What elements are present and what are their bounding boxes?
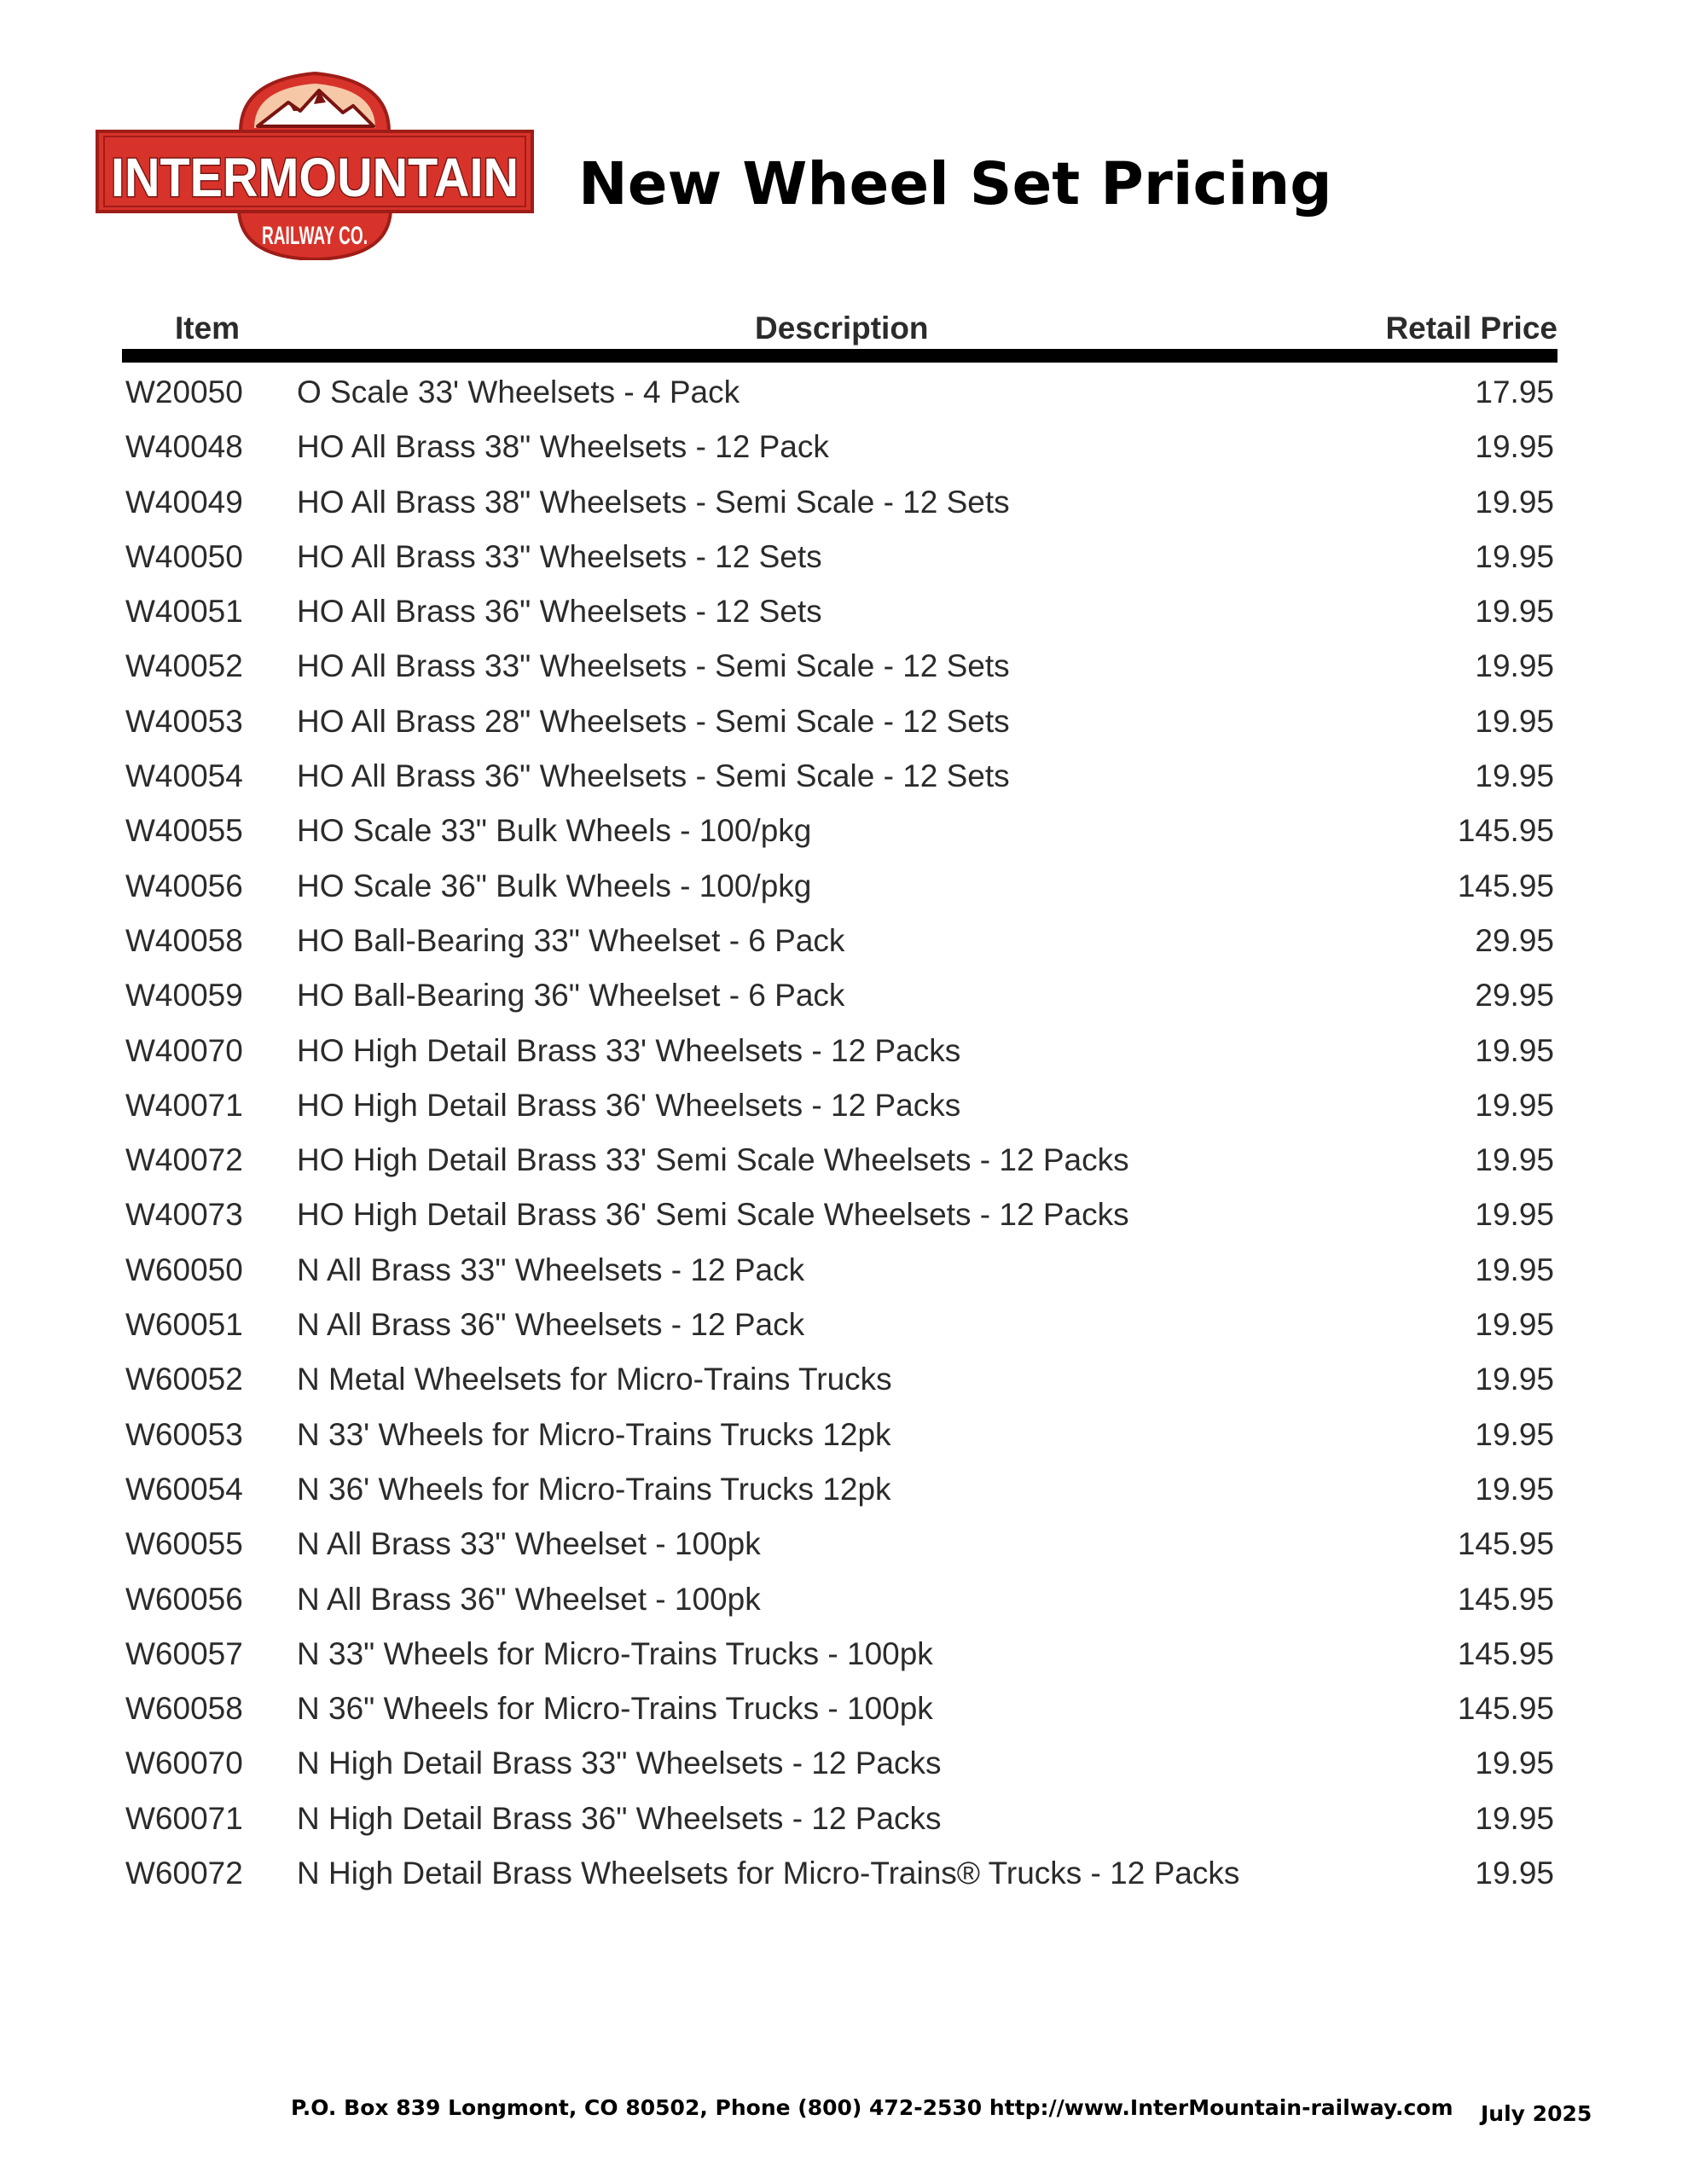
item-number: W40050 bbox=[125, 538, 243, 574]
item-description: HO All Brass 36" Wheelsets - Semi Scale - 12 Sets bbox=[297, 758, 1010, 794]
item-price: 145.95 bbox=[1457, 1635, 1554, 1671]
item-number: W40058 bbox=[125, 922, 243, 958]
item-description: N High Detail Brass 33" Wheelsets - 12 Packs bbox=[297, 1745, 942, 1781]
item-number: W20050 bbox=[125, 375, 243, 410]
item-number: W60056 bbox=[125, 1581, 243, 1617]
footer-date: July 2025 bbox=[1481, 2101, 1592, 2126]
item-description: N Metal Wheelsets for Micro-Trains Trucks bbox=[297, 1362, 892, 1397]
item-price: 19.95 bbox=[1475, 1800, 1554, 1836]
item-price: 29.95 bbox=[1475, 922, 1554, 958]
item-description: N All Brass 33" Wheelsets - 12 Pack bbox=[297, 1252, 805, 1287]
item-number: W40054 bbox=[125, 758, 243, 794]
item-description: HO All Brass 28" Wheelsets - Semi Scale - 12 Sets bbox=[297, 703, 1010, 739]
table-row bbox=[122, 1351, 1557, 1406]
item-description: N All Brass 36" Wheelset - 100pk bbox=[297, 1581, 761, 1617]
column-header-price: Retail Price bbox=[1385, 311, 1557, 346]
table-row bbox=[122, 1461, 1557, 1516]
table-row bbox=[122, 1132, 1557, 1187]
item-price: 19.95 bbox=[1475, 1307, 1554, 1343]
table-row bbox=[122, 913, 1557, 967]
table-header bbox=[122, 311, 1557, 346]
footer-address: P.O. Box 839 Longmont, CO 80502, Phone (800) 472-2530 http://www.InterMountain-railway.com bbox=[291, 2095, 1453, 2120]
item-number: W60071 bbox=[125, 1800, 243, 1836]
item-description: N 36" Wheels for Micro-Trains Trucks - 100pk bbox=[297, 1691, 933, 1727]
logo-sub-text: RAILWAY CO. bbox=[262, 222, 368, 250]
item-number: W60052 bbox=[125, 1362, 243, 1397]
item-number: W40073 bbox=[125, 1197, 243, 1233]
table-row bbox=[122, 419, 1557, 473]
item-price: 19.95 bbox=[1475, 1362, 1554, 1397]
item-price: 19.95 bbox=[1475, 758, 1554, 794]
item-number: W40052 bbox=[125, 648, 243, 684]
table-row bbox=[122, 1791, 1557, 1845]
item-number: W40071 bbox=[125, 1087, 243, 1123]
item-description: N 33" Wheels for Micro-Trains Trucks - 100pk bbox=[297, 1635, 933, 1671]
item-price: 19.95 bbox=[1475, 1416, 1554, 1452]
item-number: W40051 bbox=[125, 594, 243, 630]
item-price: 19.95 bbox=[1475, 429, 1554, 465]
item-price: 19.95 bbox=[1475, 1197, 1554, 1233]
item-description: HO All Brass 38" Wheelsets - Semi Scale - 12 Sets bbox=[297, 484, 1010, 520]
item-description: HO All Brass 33" Wheelsets - 12 Sets bbox=[297, 538, 822, 574]
table-row bbox=[122, 694, 1557, 748]
table-row bbox=[122, 1571, 1557, 1626]
item-price: 19.95 bbox=[1475, 1856, 1554, 1891]
table-row bbox=[122, 858, 1557, 913]
item-description: N High Detail Brass Wheelsets for Micro-Trains® Trucks - 12 Packs bbox=[297, 1856, 1240, 1891]
item-price: 19.95 bbox=[1475, 594, 1554, 630]
item-description: HO High Detail Brass 33' Wheelsets - 12 Packs bbox=[297, 1032, 961, 1068]
column-header-description: Description bbox=[755, 311, 929, 346]
item-description: HO High Detail Brass 33' Semi Scale Wheelsets - 12 Packs bbox=[297, 1142, 1129, 1178]
header-divider bbox=[122, 349, 1557, 363]
item-price: 145.95 bbox=[1457, 1581, 1554, 1617]
table-row bbox=[122, 364, 1557, 419]
item-price: 19.95 bbox=[1475, 1745, 1554, 1781]
item-description: N 36' Wheels for Micro-Trains Trucks 12pk bbox=[297, 1471, 891, 1507]
table-row bbox=[122, 1077, 1557, 1132]
item-description: HO Ball-Bearing 33" Wheelset - 6 Pack bbox=[297, 922, 845, 958]
item-price: 19.95 bbox=[1475, 1471, 1554, 1507]
item-description: HO All Brass 36" Wheelsets - 12 Sets bbox=[297, 594, 822, 630]
logo-brand-text: INTERMOUNTAIN bbox=[111, 147, 519, 208]
item-number: W40053 bbox=[125, 703, 243, 739]
table-row bbox=[122, 1242, 1557, 1297]
company-logo bbox=[96, 68, 534, 260]
column-header-item: Item bbox=[175, 311, 241, 346]
item-price: 19.95 bbox=[1475, 1032, 1554, 1068]
item-price: 19.95 bbox=[1475, 484, 1554, 520]
item-price: 145.95 bbox=[1457, 1526, 1554, 1562]
item-number: W60051 bbox=[125, 1307, 243, 1343]
item-price: 19.95 bbox=[1475, 538, 1554, 574]
table-row bbox=[122, 638, 1557, 693]
item-price: 19.95 bbox=[1475, 648, 1554, 684]
item-description: HO Ball-Bearing 36" Wheelset - 6 Pack bbox=[297, 978, 845, 1014]
item-number: W40049 bbox=[125, 484, 243, 520]
item-description: N 33' Wheels for Micro-Trains Trucks 12pk bbox=[297, 1416, 891, 1452]
table-row bbox=[122, 1297, 1557, 1351]
item-number: W60072 bbox=[125, 1856, 243, 1891]
table-row bbox=[122, 967, 1557, 1022]
item-number: W40070 bbox=[125, 1032, 243, 1068]
item-description: O Scale 33' Wheelsets - 4 Pack bbox=[297, 375, 740, 410]
item-number: W60058 bbox=[125, 1691, 243, 1727]
table-row bbox=[122, 584, 1557, 638]
table-row bbox=[122, 803, 1557, 857]
page-title: New Wheel Set Pricing bbox=[578, 150, 1332, 218]
item-price: 19.95 bbox=[1475, 1087, 1554, 1123]
item-number: W40059 bbox=[125, 978, 243, 1014]
item-number: W60057 bbox=[125, 1635, 243, 1671]
item-price: 19.95 bbox=[1475, 703, 1554, 739]
table-row bbox=[122, 1845, 1557, 1900]
table-row bbox=[122, 1407, 1557, 1461]
table-row bbox=[122, 1023, 1557, 1077]
item-number: W60055 bbox=[125, 1526, 243, 1562]
item-number: W60053 bbox=[125, 1416, 243, 1452]
item-description: HO Scale 36" Bulk Wheels - 100/pkg bbox=[297, 868, 812, 903]
item-price: 145.95 bbox=[1457, 813, 1554, 849]
item-description: N High Detail Brass 36" Wheelsets - 12 Packs bbox=[297, 1800, 942, 1836]
item-description: N All Brass 33" Wheelset - 100pk bbox=[297, 1526, 761, 1562]
item-number: W40072 bbox=[125, 1142, 243, 1178]
item-description: HO High Detail Brass 36' Semi Scale Wheelsets - 12 Packs bbox=[297, 1197, 1129, 1233]
item-price: 29.95 bbox=[1475, 978, 1554, 1014]
table-row bbox=[122, 748, 1557, 803]
item-price: 145.95 bbox=[1457, 868, 1554, 903]
table-row bbox=[122, 529, 1557, 584]
table-row bbox=[122, 474, 1557, 529]
item-description: HO All Brass 38" Wheelsets - 12 Pack bbox=[297, 429, 829, 465]
item-price: 19.95 bbox=[1475, 1252, 1554, 1287]
item-number: W60050 bbox=[125, 1252, 243, 1287]
item-number: W40048 bbox=[125, 429, 243, 465]
item-number: W60054 bbox=[125, 1471, 243, 1507]
price-table bbox=[122, 364, 1557, 1900]
item-number: W40055 bbox=[125, 813, 243, 849]
table-row bbox=[122, 1516, 1557, 1571]
item-description: N All Brass 36" Wheelsets - 12 Pack bbox=[297, 1307, 805, 1343]
item-description: HO All Brass 33" Wheelsets - Semi Scale - 12 Sets bbox=[297, 648, 1010, 684]
item-description: HO Scale 33" Bulk Wheels - 100/pkg bbox=[297, 813, 812, 849]
item-number: W40056 bbox=[125, 868, 243, 903]
table-row bbox=[122, 1681, 1557, 1735]
table-row bbox=[122, 1187, 1557, 1241]
table-row bbox=[122, 1626, 1557, 1681]
item-number: W60070 bbox=[125, 1745, 243, 1781]
item-price: 145.95 bbox=[1457, 1691, 1554, 1727]
table-row bbox=[122, 1735, 1557, 1790]
item-price: 17.95 bbox=[1475, 375, 1554, 410]
item-description: HO High Detail Brass 36' Wheelsets - 12 Packs bbox=[297, 1087, 961, 1123]
item-price: 19.95 bbox=[1475, 1142, 1554, 1178]
